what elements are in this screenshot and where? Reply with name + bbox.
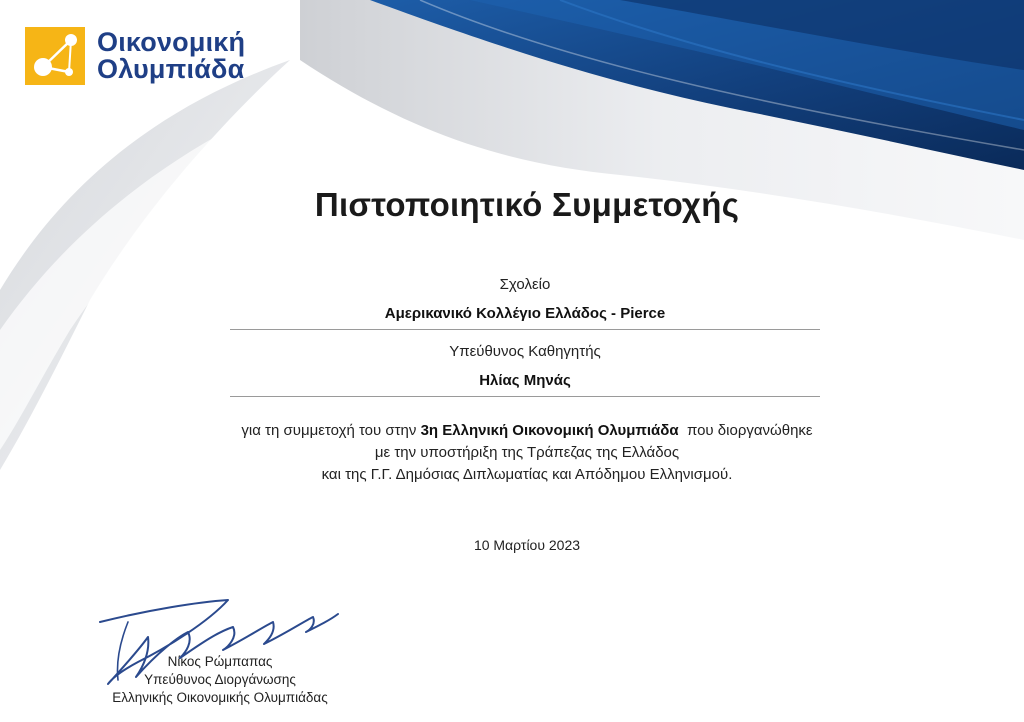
logo-line-1: Οικονομική	[97, 27, 246, 57]
teacher-field	[230, 343, 820, 397]
participation-statement	[0, 420, 1024, 486]
certificate-title: Πιστοποιητικό Συμμετοχής	[314, 186, 740, 223]
statement-line-2: με την υποστήριξη της Τράπεζας της Ελλάδος	[374, 444, 680, 461]
handwritten-signature	[88, 592, 348, 692]
school-field	[230, 276, 820, 330]
school-label: Σχολείο	[499, 276, 551, 293]
teacher-label: Υπεύθυνος Καθηγητής	[449, 343, 601, 360]
school-underline	[230, 329, 820, 330]
signer-name: Νίκος Ρώμπαπας	[167, 654, 273, 669]
signer-organization: Ελληνικής Οικονομικής Ολυμπιάδας	[112, 690, 328, 705]
statement-prefix: για τη συμμετοχή του στην	[241, 422, 417, 439]
logo-line-2: Ολυμπιάδα	[97, 54, 245, 84]
statement-suffix: που διοργανώθηκε	[686, 422, 813, 439]
molecule-logo-icon	[25, 27, 85, 85]
olympiad-logo	[25, 27, 245, 85]
school-value: Αμερικανικό Κολλέγιο Ελλάδος - Pierce	[384, 305, 666, 322]
certificate-date: 10 Μαρτίου 2023	[473, 537, 581, 553]
olympiad-name: 3η Ελληνική Οικονομική Ολυμπιάδα	[420, 422, 679, 439]
teacher-value: Ηλίας Μηνάς	[479, 372, 571, 389]
statement-line-3: και της Γ.Γ. Δημόσιας Διπλωματίας και Απόδημου Ελληνισμού.	[321, 466, 733, 483]
statement-line-1	[0, 420, 1024, 442]
signer-role: Υπεύθυνος Διοργάνωσης	[144, 672, 296, 687]
teacher-underline	[230, 396, 820, 397]
